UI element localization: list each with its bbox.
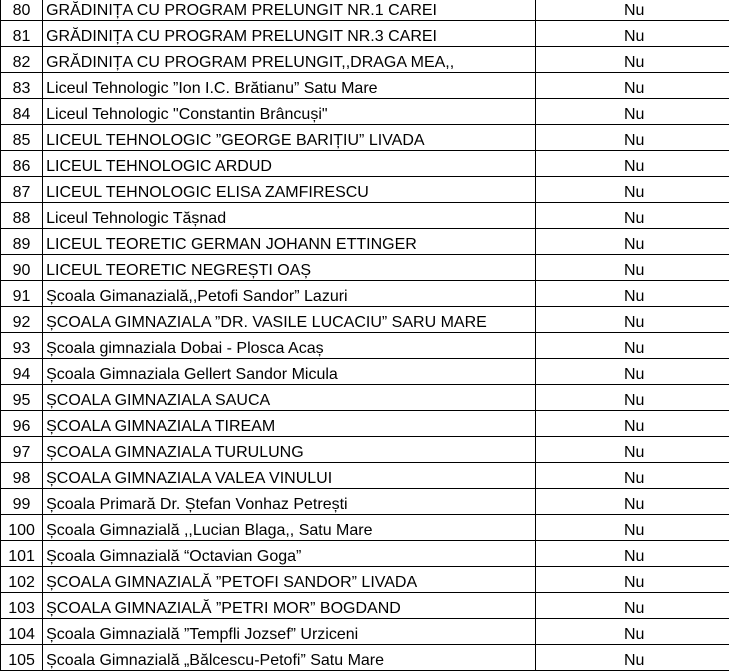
table-row (1, 125, 729, 151)
table-row (1, 99, 729, 125)
value-cell[interactable]: Nu (536, 515, 729, 541)
row-number-cell[interactable]: 99 (1, 489, 43, 515)
table-row (1, 73, 729, 99)
value-cell[interactable]: Nu (536, 151, 729, 177)
table-row (1, 359, 729, 385)
school-name-cell[interactable]: Școala Gimnazială “Octavian Goga” (43, 541, 536, 567)
school-name-cell[interactable]: LICEUL TEORETIC NEGREȘTI OAȘ (43, 255, 536, 281)
value-cell[interactable]: Nu (536, 411, 729, 437)
table-row (1, 151, 729, 177)
table-row (1, 47, 729, 73)
school-name-cell[interactable]: ȘCOALA GIMNAZIALA TURULUNG (43, 437, 536, 463)
value-cell[interactable]: Nu (536, 177, 729, 203)
row-number-cell[interactable]: 95 (1, 385, 43, 411)
table-row (1, 645, 729, 671)
row-number-cell[interactable]: 82 (1, 47, 43, 73)
school-name-cell[interactable]: ȘCOALA GIMNAZIALA TIREAM (43, 411, 536, 437)
school-name-cell[interactable]: Școala Gimanazială,,Petofi Sandor” Lazuri (43, 281, 536, 307)
row-number-cell[interactable]: 103 (1, 593, 43, 619)
row-number-cell[interactable]: 97 (1, 437, 43, 463)
row-number-cell[interactable]: 89 (1, 229, 43, 255)
value-cell[interactable]: Nu (536, 567, 729, 593)
row-number-cell[interactable]: 84 (1, 99, 43, 125)
table-row (1, 0, 729, 21)
row-number-cell[interactable]: 83 (1, 73, 43, 99)
row-number-cell[interactable]: 91 (1, 281, 43, 307)
row-number-cell[interactable]: 90 (1, 255, 43, 281)
row-number-cell[interactable]: 87 (1, 177, 43, 203)
row-number-cell[interactable]: 88 (1, 203, 43, 229)
value-cell[interactable]: Nu (536, 229, 729, 255)
value-cell[interactable]: Nu (536, 281, 729, 307)
table-row (1, 437, 729, 463)
table-row (1, 619, 729, 645)
school-name-cell[interactable]: Liceul Tehnologic ”Ion I.C. Brătianu” Satu Mare (43, 73, 536, 99)
table-row (1, 177, 729, 203)
table-row (1, 593, 729, 619)
row-number-cell[interactable]: 86 (1, 151, 43, 177)
row-number-cell[interactable]: 94 (1, 359, 43, 385)
row-number-cell[interactable]: 85 (1, 125, 43, 151)
row-number-cell[interactable]: 80 (1, 0, 43, 21)
school-name-cell[interactable]: GRĂDINIȚA CU PROGRAM PRELUNGIT NR.1 CAREI (43, 0, 536, 21)
value-cell[interactable]: Nu (536, 619, 729, 645)
value-cell[interactable]: Nu (536, 203, 729, 229)
table-row (1, 541, 729, 567)
school-name-cell[interactable]: Școala Gimnazială „Bălcescu-Petofi” Satu Mare (43, 645, 536, 671)
table-row (1, 229, 729, 255)
table-row (1, 255, 729, 281)
row-number-cell[interactable]: 92 (1, 307, 43, 333)
row-number-cell[interactable]: 93 (1, 333, 43, 359)
value-cell[interactable]: Nu (536, 541, 729, 567)
school-name-cell[interactable]: GRĂDINIȚA CU PROGRAM PRELUNGIT,,DRAGA MEA,, (43, 47, 536, 73)
table-row (1, 463, 729, 489)
row-number-cell[interactable]: 101 (1, 541, 43, 567)
school-name-cell[interactable]: ȘCOALA GIMNAZIALA VALEA VINULUI (43, 463, 536, 489)
row-number-cell[interactable]: 96 (1, 411, 43, 437)
school-name-cell[interactable]: Școala Primară Dr. Ștefan Vonhaz Petrești (43, 489, 536, 515)
row-number-cell[interactable]: 105 (1, 645, 43, 671)
school-name-cell[interactable]: LICEUL TEHNOLOGIC ELISA ZAMFIRESCU (43, 177, 536, 203)
value-cell[interactable]: Nu (536, 437, 729, 463)
value-cell[interactable]: Nu (536, 333, 729, 359)
row-number-cell[interactable]: 102 (1, 567, 43, 593)
value-cell[interactable]: Nu (536, 463, 729, 489)
school-name-cell[interactable]: Școala Gimnaziala Gellert Sandor Micula (43, 359, 536, 385)
school-name-cell[interactable]: GRĂDINIȚA CU PROGRAM PRELUNGIT NR.3 CAREI (43, 21, 536, 47)
school-name-cell[interactable]: LICEUL TEHNOLOGIC ARDUD (43, 151, 536, 177)
value-cell[interactable]: Nu (536, 99, 729, 125)
table-row (1, 281, 729, 307)
value-cell[interactable]: Nu (536, 255, 729, 281)
value-cell[interactable]: Nu (536, 21, 729, 47)
table-row (1, 203, 729, 229)
row-number-cell[interactable]: 81 (1, 21, 43, 47)
school-name-cell[interactable]: Liceul Tehnologic Tășnad (43, 203, 536, 229)
school-name-cell[interactable]: ȘCOALA GIMNAZIALĂ ”PETRI MOR” BOGDAND (43, 593, 536, 619)
value-cell[interactable]: Nu (536, 593, 729, 619)
school-name-cell[interactable]: Școala gimnaziala Dobai - Plosca Acaș (43, 333, 536, 359)
value-cell[interactable]: Nu (536, 359, 729, 385)
table-row (1, 385, 729, 411)
school-name-cell[interactable]: LICEUL TEORETIC GERMAN JOHANN ETTINGER (43, 229, 536, 255)
value-cell[interactable]: Nu (536, 125, 729, 151)
school-name-cell[interactable]: Școala Gimnazială ”Tempfli Jozsef” Urziceni (43, 619, 536, 645)
school-name-cell[interactable]: ȘCOALA GIMNAZIALĂ ”PETOFI SANDOR” LIVADA (43, 567, 536, 593)
table-body (1, 0, 729, 671)
row-number-cell[interactable]: 100 (1, 515, 43, 541)
table-row (1, 567, 729, 593)
table-row (1, 21, 729, 47)
value-cell[interactable]: Nu (536, 385, 729, 411)
value-cell[interactable]: Nu (536, 0, 729, 21)
table-row (1, 307, 729, 333)
school-name-cell[interactable]: Școala Gimnazială ,,Lucian Blaga,, Satu Mare (43, 515, 536, 541)
school-name-cell[interactable]: Liceul Tehnologic "Constantin Brâncuși" (43, 99, 536, 125)
value-cell[interactable]: Nu (536, 73, 729, 99)
value-cell[interactable]: Nu (536, 307, 729, 333)
school-name-cell[interactable]: LICEUL TEHNOLOGIC ”GEORGE BARIȚIU” LIVADA (43, 125, 536, 151)
table-row (1, 515, 729, 541)
school-name-cell[interactable]: ȘCOALA GIMNAZIALA ”DR. VASILE LUCACIU” SARU MARE (43, 307, 536, 333)
table-row (1, 489, 729, 515)
row-number-cell[interactable]: 98 (1, 463, 43, 489)
row-number-cell[interactable]: 104 (1, 619, 43, 645)
table-row (1, 333, 729, 359)
table-row (1, 411, 729, 437)
value-cell[interactable]: Nu (536, 645, 729, 671)
value-cell[interactable]: Nu (536, 47, 729, 73)
school-name-cell[interactable]: ȘCOALA GIMNAZIALA SAUCA (43, 385, 536, 411)
value-cell[interactable]: Nu (536, 489, 729, 515)
